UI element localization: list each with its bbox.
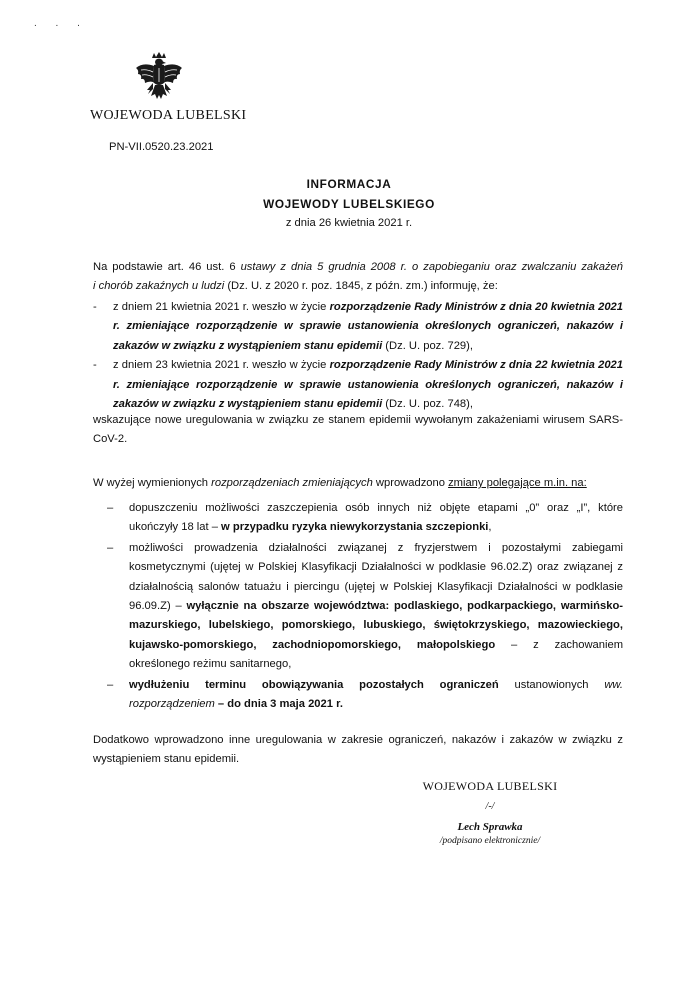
- signatory-name: Lech Sprawka: [457, 821, 523, 833]
- document-title: INFORMACJA: [306, 177, 392, 191]
- dash-bullet: -: [93, 301, 97, 313]
- list-item: [107, 676, 623, 715]
- document-subtitle: WOJEWODY LUBELSKIEGO: [263, 197, 435, 211]
- regulation-citation: (Dz. U. poz. 729),: [382, 339, 473, 352]
- dash-bullet: –: [107, 678, 114, 691]
- change-deadline: – do dnia 3 maja 2021 r.: [214, 698, 343, 711]
- change-emphasis: wydłużeniu terminu obowiązywania pozostałych ograniczeń: [129, 678, 499, 691]
- change-emphasis: w przypadku ryzyka niewykorzystania szczepionki: [221, 521, 489, 534]
- after-list-paragraph: wskazujące nowe uregulowania w związku ze stanem epidemii wywołanym zakażeniami wirusem SARS-CoV-2.: [93, 414, 623, 446]
- dash-bullet: –: [107, 541, 114, 554]
- changes-list: [107, 499, 623, 715]
- changes-intro-text-2: wprowadzono: [372, 477, 449, 489]
- changes-intro-underlined: zmiany polegające m.in. na:: [448, 477, 587, 489]
- signature-office: WOJEWODA LUBELSKI: [422, 779, 558, 793]
- change-emphasis: wyłącznie na obszarze województwa: podlaskiego, podkarpackiego, warmińsko-mazurskiego, lubelskiego, pomorskiego, lubuskiego, świętokrzyskiego, mazowieckiego, kujawsko-pomorskiego, zachodniopomorskiego, małopolskiego: [129, 600, 623, 651]
- regulation-intro: z dniem 23 kwietnia 2021 r. weszło w życie: [113, 359, 330, 372]
- intro-line-2: [93, 277, 623, 296]
- list-item: [107, 539, 623, 675]
- signature-note: /podpisano elektronicznie/: [439, 836, 541, 846]
- list-item: [93, 356, 623, 414]
- regulation-citation: (Dz. U. poz. 748),: [382, 398, 473, 411]
- regulation-title: rozporządzenie Rady Ministrów z dnia 20 kwietnia 2021 r. zmieniające rozporządzenie w sprawie ustanowienia określonych ograniczeń, nakazów i zakazów w związku z wystąpieniem stanu epidemii: [113, 301, 623, 352]
- regulation-title: rozporządzenie Rady Ministrów z dnia 22 kwietnia 2021 r. zmieniające rozporządzenie w sprawie ustanowienia określonych ograniczeń, nakazów i zakazów w związku z wystąpieniem stanu epidemii: [113, 359, 623, 411]
- list-item: [107, 499, 623, 538]
- changes-intro: [93, 474, 623, 493]
- change-text: ustanowionych: [498, 678, 605, 691]
- intro-paragraph: [93, 258, 623, 297]
- act-title: ustawy z dnia 5 grudnia 2008 r. o zapobieganiu oraz zwalczaniu zakażeń: [240, 261, 623, 273]
- intro-line-1: [93, 258, 623, 277]
- changes-intro-text: W wyżej wymienionych: [93, 477, 212, 489]
- closing-paragraph: Dodatkowo wprowadzono inne uregulowania w zakresie ograniczeń, nakazów i zakazów w związku z wystąpieniem stanu epidemii.: [93, 734, 623, 766]
- change-text: możliwości prowadzenia działalności związanej z fryzjerstwem i pozostałymi zabiegami kosmetycznymi (ujętej w Polskiej Klasyfikacji Działalności w podklasie 96.02.Z) oraz związanej z działalnością salonów tatuażu i piercingu (ujętej w Polskiej Klasyfikacji Działalności w podklasie 96.09.Z) –: [129, 541, 623, 613]
- signature-mark: /-/: [485, 801, 495, 812]
- changes-intro-italic: rozporządzeniach zmieniających: [211, 477, 373, 489]
- document-date: z dnia 26 kwietnia 2021 r.: [285, 217, 413, 229]
- list-item: [93, 298, 623, 356]
- act-title-cont: i chorób zakaźnych u ludzi: [93, 280, 225, 293]
- change-text: dopuszczeniu możliwości zaszczepienia osób innych niż objęte etapami „0” oraz „I”, które ukończyły 18 lat –: [129, 502, 623, 534]
- white-eagle-emblem-icon: [133, 52, 185, 108]
- scan-marks: . . .: [34, 18, 88, 29]
- intro-text-cont: (Dz. U. z 2020 r. poz. 1845, z późn. zm.) informuję, że:: [224, 280, 498, 293]
- change-text-end: – z zachowaniem określonego reżimu sanitarnego,: [129, 638, 624, 671]
- dash-bullet: –: [107, 502, 114, 514]
- regulation-intro: z dniem 21 kwietnia 2021 r. weszło w życie: [113, 301, 330, 313]
- reference-number: PN-VII.0520.23.2021: [109, 141, 214, 153]
- change-italic: ww. rozporządzeniem: [129, 678, 623, 711]
- dash-bullet: -: [93, 359, 97, 372]
- office-name: WOJEWODA LUBELSKI: [90, 108, 247, 123]
- regulations-list: [93, 298, 623, 414]
- change-text-end: ,: [488, 521, 492, 534]
- intro-text: Na podstawie art. 46 ust. 6: [93, 261, 241, 273]
